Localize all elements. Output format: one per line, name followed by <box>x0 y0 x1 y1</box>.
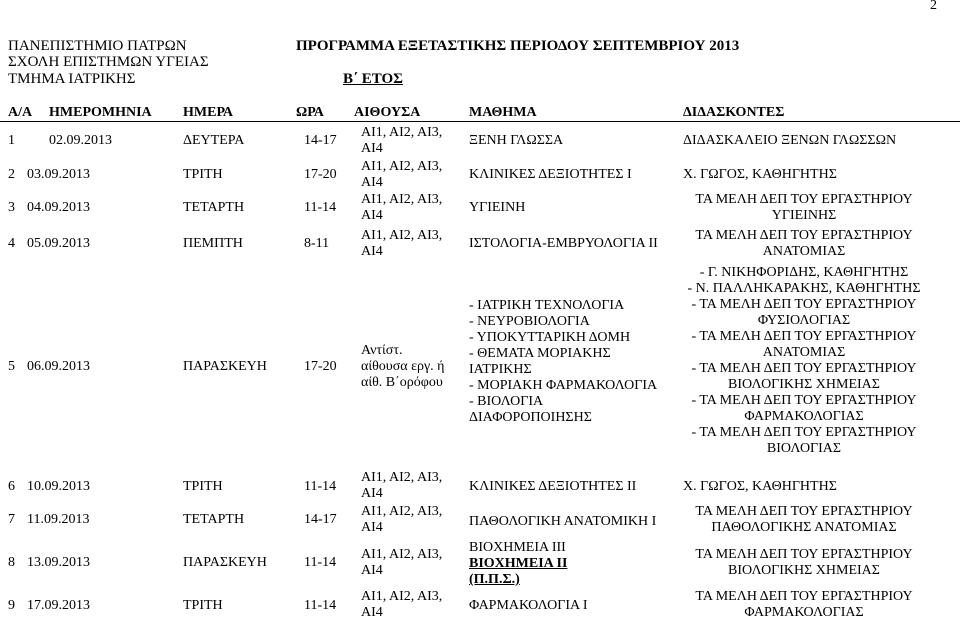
row-course: ΦΑΡΜΑΚΟΛΟΓΙΑ Ι <box>469 598 588 613</box>
row-number: 4 <box>8 236 15 251</box>
row-room: ΑΙ1, ΑΙ2, ΑΙ3, <box>361 589 443 604</box>
row-date: 11.09.2013 <box>27 512 90 527</box>
row-number: 3 <box>8 200 15 215</box>
row-teachers: ΤΑ ΜΕΛΗ ΔΕΠ ΤΟΥ ΕΡΓΑΣΤΗΡΙΟΥ <box>695 589 913 604</box>
row-teachers: ΠΑΘΟΛΟΓΙΚΗΣ ΑΝΑΤΟΜΙΑΣ <box>711 520 897 535</box>
row-time: 14-17 <box>304 133 337 148</box>
row-course: - ΙΑΤΡΙΚΗ ΤΕΧΝΟΛΟΓΙΑ <box>469 298 625 313</box>
row-teachers: ΒΙΟΛΟΓΙΑΣ <box>766 441 842 456</box>
row-date: 10.09.2013 <box>27 479 90 494</box>
row-teachers: - ΤΑ ΜΕΛΗ ΔΕΠ ΤΟΥ ΕΡΓΑΣΤΗΡΙΟΥ <box>691 361 917 376</box>
row-course: ΙΣΤΟΛΟΓΙΑ-ΕΜΒΡΥΟΛΟΓΙΑ ΙΙ <box>469 236 658 251</box>
row-day: ΤΡΙΤΗ <box>183 167 223 182</box>
row-time: 11-14 <box>304 598 337 613</box>
row-time: 14-17 <box>304 512 337 527</box>
row-course: ΙΑΤΡΙΚΗΣ <box>469 362 532 377</box>
row-time: 11-14 <box>304 200 337 215</box>
row-room: ΑΙ4 <box>361 141 383 156</box>
row-room: ΑΙ4 <box>361 520 383 535</box>
row-teachers: ΤΑ ΜΕΛΗ ΔΕΠ ΤΟΥ ΕΡΓΑΣΤΗΡΙΟΥ <box>695 547 913 562</box>
row-teachers: Χ. ΓΩΓΟΣ, ΚΑΘΗΓΗΤΗΣ <box>683 167 837 182</box>
row-course: ΥΓΙΕΙΝΗ <box>469 200 526 215</box>
row-course: - ΝΕΥΡΟΒΙΟΛΟΓΙΑ <box>469 314 590 329</box>
row-teachers: ΑΝΑΤΟΜΙΑΣ <box>762 244 846 259</box>
row-teachers: - Ν. ΠΑΛΛΗΚΑΡΑΚΗΣ, ΚΑΘΗΓΗΤΗΣ <box>687 281 921 296</box>
row-room: αίθουσα εργ. ή <box>361 359 445 374</box>
row-day: ΤΡΙΤΗ <box>183 479 223 494</box>
column-header-time: ΩΡΑ <box>296 105 324 120</box>
row-teachers: ΒΙΟΛΟΓΙΚΗΣ ΧΗΜΕΙΑΣ <box>728 377 880 392</box>
row-room: ΑΙ1, ΑΙ2, ΑΙ3, <box>361 192 443 207</box>
row-room: ΑΙ4 <box>361 208 383 223</box>
row-course: ΠΑΘΟΛΟΓΙΚΗ ΑΝΑΤΟΜΙΚΗ Ι <box>469 514 657 529</box>
column-header-aa: Α/Α <box>8 105 33 120</box>
row-course: ΚΛΙΝΙΚΕΣ ΔΕΞΙΟΤΗΤΕΣ Ι <box>469 167 632 182</box>
row-number: 1 <box>8 133 15 148</box>
row-teachers: ΔΙΔΑΣΚΑΛΕΙΟ ΞΕΝΩΝ ΓΛΩΣΣΩΝ <box>683 133 897 148</box>
row-teachers: ΦΥΣΙΟΛΟΓΙΑΣ <box>757 313 851 328</box>
row-date: 06.09.2013 <box>27 359 90 374</box>
row-teachers: ΤΑ ΜΕΛΗ ΔΕΠ ΤΟΥ ΕΡΓΑΣΤΗΡΙΟΥ <box>695 228 913 243</box>
row-time: 17-20 <box>304 359 337 374</box>
row-date: 04.09.2013 <box>27 200 90 215</box>
row-room: ΑΙ4 <box>361 486 383 501</box>
row-teachers: - ΤΑ ΜΕΛΗ ΔΕΠ ΤΟΥ ΕΡΓΑΣΤΗΡΙΟΥ <box>691 297 917 312</box>
column-header-date: ΗΜΕΡΟΜΗΝΙΑ <box>49 105 152 120</box>
row-day: ΤΡΙΤΗ <box>183 598 223 613</box>
row-teachers: ΑΝΑΤΟΜΙΑΣ <box>762 345 846 360</box>
row-number: 9 <box>8 598 15 613</box>
row-course: - ΒΙΟΛΟΓΙΑ <box>469 394 544 409</box>
row-number: 7 <box>8 512 15 527</box>
university-name: ΠΑΝΕΠΙΣΤΗΜΙΟ ΠΑΤΡΩΝ <box>8 38 187 54</box>
row-room: ΑΙ1, ΑΙ2, ΑΙ3, <box>361 470 443 485</box>
row-teachers: - ΤΑ ΜΕΛΗ ΔΕΠ ΤΟΥ ΕΡΓΑΣΤΗΡΙΟΥ <box>691 329 917 344</box>
row-room: ΑΙ1, ΑΙ2, ΑΙ3, <box>361 504 443 519</box>
row-day: ΤΕΤΑΡΤΗ <box>183 200 245 215</box>
row-date: 17.09.2013 <box>27 598 90 613</box>
row-teachers: Χ. ΓΩΓΟΣ, ΚΑΘΗΓΗΤΗΣ <box>683 479 837 494</box>
row-room: ΑΙ4 <box>361 244 383 259</box>
column-header-course: ΜΑΘΗΜΑ <box>469 105 537 120</box>
row-course: ΒΙΟΧΗΜΕΙΑ ΙΙ <box>469 556 568 571</box>
row-number: 2 <box>8 167 15 182</box>
row-day: ΤΕΤΑΡΤΗ <box>183 512 245 527</box>
column-header-day: ΗΜΕΡΑ <box>183 105 234 120</box>
row-room: ΑΙ1, ΑΙ2, ΑΙ3, <box>361 125 443 140</box>
column-header-room: ΑΙΘΟΥΣΑ <box>354 105 421 120</box>
row-teachers: - Γ. ΝΙΚΗΦΟΡΙΔΗΣ, ΚΑΘΗΓΗΤΗΣ <box>699 265 909 280</box>
row-course: ΔΙΑΦΟΡΟΠΟΙΗΣΗΣ <box>469 410 592 425</box>
row-time: 17-20 <box>304 167 337 182</box>
row-course: - ΜΟΡΙΑΚΗ ΦΑΡΜΑΚΟΛΟΓΙΑ <box>469 378 658 393</box>
row-date: 03.09.2013 <box>27 167 90 182</box>
row-room: ΑΙ4 <box>361 175 383 190</box>
row-room: Αντίστ. <box>361 343 403 358</box>
row-room: ΑΙ1, ΑΙ2, ΑΙ3, <box>361 159 443 174</box>
row-date: 02.09.2013 <box>49 133 112 148</box>
row-day: ΔΕΥΤΕΡΑ <box>183 133 245 148</box>
school-name: ΣΧΟΛΗ ΕΠΙΣΤΗΜΩΝ ΥΓΕΙΑΣ <box>8 54 209 70</box>
row-teachers: ΤΑ ΜΕΛΗ ΔΕΠ ΤΟΥ ΕΡΓΑΣΤΗΡΙΟΥ <box>695 192 913 207</box>
program-title: ΠΡΟΓΡΑΜΜΑ ΕΞΕΤΑΣΤΙΚΗΣ ΠΕΡΙΟΔΟΥ ΣΕΠΤΕΜΒΡΙΟΥ 2013 <box>296 38 740 54</box>
year-label: Β΄ ΕΤΟΣ <box>343 71 403 87</box>
row-teachers: ΥΓΙΕΙΝΗΣ <box>771 208 837 223</box>
row-teachers: ΤΑ ΜΕΛΗ ΔΕΠ ΤΟΥ ΕΡΓΑΣΤΗΡΙΟΥ <box>695 504 913 519</box>
row-number: 5 <box>8 359 15 374</box>
row-course: - ΘΕΜΑΤΑ ΜΟΡΙΑΚΗΣ <box>469 346 611 361</box>
row-teachers: ΒΙΟΛΟΓΙΚΗΣ ΧΗΜΕΙΑΣ <box>728 563 880 578</box>
row-course: ΒΙΟΧΗΜΕΙΑ ΙΙΙ <box>469 540 566 555</box>
row-room: ΑΙ1, ΑΙ2, ΑΙ3, <box>361 547 443 562</box>
row-time: 11-14 <box>304 555 337 570</box>
row-room: αίθ. Β΄ορόφου <box>361 375 443 390</box>
department-name: ΤΜΗΜΑ ΙΑΤΡΙΚΗΣ <box>8 71 136 87</box>
row-day: ΠΑΡΑΣΚΕΥΗ <box>183 359 267 374</box>
row-course: (Π.Π.Σ.) <box>469 572 520 587</box>
row-teachers: ΦΑΡΜΑΚΟΛΟΓΙΑΣ <box>744 409 864 424</box>
row-day: ΠΕΜΠΤΗ <box>183 236 243 251</box>
row-room: ΑΙ4 <box>361 605 383 620</box>
row-time: 11-14 <box>304 479 337 494</box>
row-date: 05.09.2013 <box>27 236 90 251</box>
header-divider <box>0 121 960 122</box>
row-teachers: - ΤΑ ΜΕΛΗ ΔΕΠ ΤΟΥ ΕΡΓΑΣΤΗΡΙΟΥ <box>691 393 917 408</box>
row-room: ΑΙ4 <box>361 563 383 578</box>
row-room: ΑΙ1, ΑΙ2, ΑΙ3, <box>361 228 443 243</box>
row-time: 8-11 <box>304 236 330 251</box>
page-number: 2 <box>930 0 937 13</box>
row-date: 13.09.2013 <box>27 555 90 570</box>
row-day: ΠΑΡΑΣΚΕΥΗ <box>183 555 267 570</box>
row-number: 8 <box>8 555 15 570</box>
row-course: ΞΕΝΗ ΓΛΩΣΣΑ <box>469 133 564 148</box>
row-course: ΚΛΙΝΙΚΕΣ ΔΕΞΙΟΤΗΤΕΣ ΙΙ <box>469 479 637 494</box>
column-header-teachers: ΔΙΔΑΣΚΟΝΤΕΣ <box>683 105 785 120</box>
row-course: - ΥΠΟΚΥΤΤΑΡΙΚΗ ΔΟΜΗ <box>469 330 631 345</box>
row-teachers: - ΤΑ ΜΕΛΗ ΔΕΠ ΤΟΥ ΕΡΓΑΣΤΗΡΙΟΥ <box>691 425 917 440</box>
row-number: 6 <box>8 479 15 494</box>
row-teachers: ΦΑΡΜΑΚΟΛΟΓΙΑΣ <box>744 605 864 620</box>
